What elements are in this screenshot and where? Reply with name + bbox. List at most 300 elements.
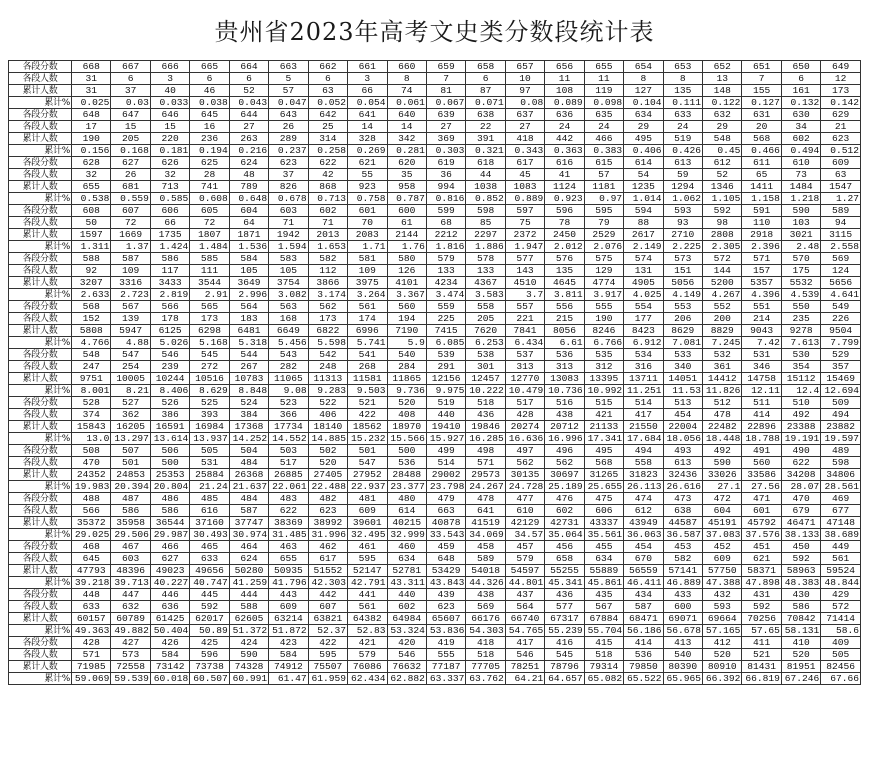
table-cell: 77187: [426, 661, 465, 673]
table-cell: 582: [663, 553, 702, 565]
table-cell: 670: [624, 553, 663, 565]
table-cell: 419: [426, 637, 465, 649]
table-cell: 69071: [663, 613, 702, 625]
table-cell: 658: [466, 61, 505, 73]
table-cell: 80390: [663, 661, 702, 673]
table-cell: 0.852: [466, 193, 505, 205]
table-cell: 22.061: [269, 481, 308, 493]
table-cell: 26885: [269, 469, 308, 481]
table-cell: 1038: [466, 181, 505, 193]
table-cell: 19.983: [72, 481, 111, 493]
row-label: 累计%: [9, 577, 72, 589]
table-cell: 7: [426, 73, 465, 85]
table-cell: 247: [72, 361, 111, 373]
table-cell: 3975: [348, 277, 387, 289]
table-cell: 602: [781, 133, 820, 145]
table-cell: 679: [781, 505, 820, 517]
table-cell: 599: [426, 205, 465, 217]
table-cell: 613: [663, 457, 702, 469]
table-cell: 789: [229, 181, 268, 193]
table-cell: 3.917: [584, 289, 623, 301]
table-cell: 621: [348, 157, 387, 169]
table-cell: 64.657: [545, 673, 584, 685]
table-cell: 7.613: [781, 337, 820, 349]
table-cell: 417: [505, 637, 544, 649]
table-cell: 601: [742, 505, 781, 517]
table-cell: 135: [663, 85, 702, 97]
table-cell: 1.594: [269, 241, 308, 253]
table-cell: 571: [466, 457, 505, 469]
table-cell: 37160: [190, 517, 229, 529]
table-cell: 540: [663, 649, 702, 661]
table-cell: 0.089: [545, 97, 584, 109]
table-cell: 547: [348, 457, 387, 469]
table-cell: 510: [781, 397, 820, 409]
table-cell: 76632: [387, 661, 426, 673]
score-row: [9, 301, 861, 313]
table-cell: 6298: [190, 325, 229, 337]
table-cell: 29573: [466, 469, 505, 481]
table-cell: 487: [111, 493, 150, 505]
score-row: [9, 493, 861, 505]
table-cell: 558: [466, 301, 505, 313]
table-cell: 4645: [545, 277, 584, 289]
table-cell: 30697: [545, 469, 584, 481]
table-cell: 18.448: [703, 433, 742, 445]
table-cell: 2083: [348, 229, 387, 241]
table-cell: 632: [703, 109, 742, 121]
table-cell: 66.819: [742, 673, 781, 685]
table-cell: 641: [466, 505, 505, 517]
table-cell: 518: [584, 649, 623, 661]
table-cell: 572: [821, 601, 861, 613]
table-cell: 6125: [150, 325, 189, 337]
table-cell: 19846: [466, 421, 505, 433]
table-cell: 586: [781, 601, 820, 613]
table-cell: 1.27: [821, 193, 861, 205]
table-cell: 17.684: [624, 433, 663, 445]
table-cell: 48.383: [781, 577, 820, 589]
table-cell: 604: [229, 205, 268, 217]
table-cell: 8829: [703, 325, 742, 337]
table-cell: 590: [229, 649, 268, 661]
table-cell: 455: [584, 541, 623, 553]
table-cell: 499: [426, 445, 465, 457]
table-cell: 24.728: [505, 481, 544, 493]
table-cell: 576: [545, 253, 584, 265]
table-cell: 418: [505, 133, 544, 145]
percent-row: [9, 337, 861, 349]
table-cell: 8.848: [229, 385, 268, 397]
table-cell: 71414: [821, 613, 861, 625]
table-cell: 24: [584, 121, 623, 133]
table-cell: 631: [742, 109, 781, 121]
table-cell: 13.937: [190, 433, 229, 445]
table-cell: 5056: [663, 277, 702, 289]
table-cell: 607: [308, 601, 347, 613]
table-cell: 22.937: [348, 481, 387, 493]
table-cell: 7.081: [663, 337, 702, 349]
table-cell: 583: [269, 253, 308, 265]
table-cell: 500: [150, 457, 189, 469]
cumulative-row: [9, 181, 861, 193]
table-cell: 428: [505, 409, 544, 421]
table-cell: 479: [426, 493, 465, 505]
table-cell: 64.21: [505, 673, 544, 685]
table-cell: 7.42: [742, 337, 781, 349]
table-cell: 47.898: [742, 577, 781, 589]
table-cell: 633: [663, 109, 702, 121]
table-cell: 8.21: [111, 385, 150, 397]
table-cell: 542: [308, 349, 347, 361]
table-cell: 516: [545, 397, 584, 409]
table-cell: 342: [387, 133, 426, 145]
table-cell: 561: [348, 601, 387, 613]
table-cell: 0.321: [466, 145, 505, 157]
table-cell: 12: [821, 73, 861, 85]
table-cell: 42: [308, 169, 347, 181]
table-cell: 0.713: [308, 193, 347, 205]
table-cell: 57: [584, 169, 623, 181]
table-cell: 41: [545, 169, 584, 181]
table-cell: 16.996: [545, 433, 584, 445]
table-cell: 24352: [72, 469, 111, 481]
table-cell: 50.404: [150, 625, 189, 637]
table-cell: 622: [269, 505, 308, 517]
table-cell: 622: [781, 457, 820, 469]
table-cell: 0.038: [190, 97, 229, 109]
table-cell: 555: [426, 649, 465, 661]
table-cell: 1.653: [308, 241, 347, 253]
table-cell: 57141: [663, 565, 702, 577]
table-cell: 3: [348, 73, 387, 85]
table-cell: 18562: [348, 421, 387, 433]
table-cell: 438: [466, 589, 505, 601]
table-cell: 0.047: [269, 97, 308, 109]
table-cell: 9.283: [308, 385, 347, 397]
table-cell: 958: [387, 181, 426, 193]
table-cell: 636: [150, 601, 189, 613]
table-cell: 518: [466, 649, 505, 661]
table-cell: 14758: [742, 373, 781, 385]
table-cell: 65607: [426, 613, 465, 625]
table-cell: 520: [308, 457, 347, 469]
table-cell: 536: [387, 457, 426, 469]
table-cell: 13.614: [150, 433, 189, 445]
table-cell: 530: [781, 349, 820, 361]
table-cell: 0.585: [150, 193, 189, 205]
table-cell: 3.583: [466, 289, 505, 301]
table-cell: 681: [111, 181, 150, 193]
table-cell: 56559: [624, 565, 663, 577]
table-cell: 14: [348, 121, 387, 133]
table-cell: 49656: [190, 565, 229, 577]
table-cell: 328: [348, 133, 387, 145]
table-cell: 366: [269, 409, 308, 421]
table-cell: 663: [426, 505, 465, 517]
table-cell: 51.872: [269, 625, 308, 637]
table-cell: 581: [348, 253, 387, 265]
table-cell: 549: [821, 301, 861, 313]
table-cell: 1.158: [742, 193, 781, 205]
table-cell: 652: [703, 61, 742, 73]
table-cell: 135: [545, 265, 584, 277]
table-cell: 13395: [584, 373, 623, 385]
table-cell: 620: [387, 157, 426, 169]
table-cell: 98: [703, 217, 742, 229]
table-cell: 32: [72, 169, 111, 181]
table-cell: 65: [742, 169, 781, 181]
page-title: 贵州省2023年高考文史类分数段统计表: [214, 18, 655, 46]
table-cell: 410: [781, 637, 820, 649]
score-row: [9, 253, 861, 265]
score-row: [9, 61, 861, 73]
table-cell: 4.267: [703, 289, 742, 301]
table-cell: 450: [781, 541, 820, 553]
table-cell: 73738: [190, 661, 229, 673]
table-cell: 0.758: [348, 193, 387, 205]
table-cell: 314: [308, 133, 347, 145]
table-cell: 512: [703, 397, 742, 409]
table-cell: 545: [190, 349, 229, 361]
table-cell: 587: [229, 505, 268, 517]
table-cell: 553: [663, 301, 702, 313]
table-cell: 547: [111, 349, 150, 361]
table-cell: 1411: [742, 181, 781, 193]
table-cell: 38992: [308, 517, 347, 529]
table-cell: 2013: [308, 229, 347, 241]
table-cell: 205: [111, 133, 150, 145]
table-cell: 67.66: [821, 673, 861, 685]
table-cell: 414: [742, 409, 781, 421]
table-cell: 509: [821, 397, 861, 409]
table-cell: 0.237: [269, 145, 308, 157]
table-cell: 443: [269, 589, 308, 601]
table-cell: 555: [584, 301, 623, 313]
table-cell: 10.736: [545, 385, 584, 397]
table-cell: 7.799: [821, 337, 861, 349]
table-cell: 592: [703, 205, 742, 217]
table-cell: 3866: [308, 277, 347, 289]
table-cell: 569: [821, 253, 861, 265]
table-cell: 61.47: [269, 673, 308, 685]
table-cell: 20: [742, 121, 781, 133]
table-cell: 3.174: [308, 289, 347, 301]
table-cell: 284: [387, 361, 426, 373]
table-cell: 49.882: [111, 625, 150, 637]
table-cell: 386: [150, 409, 189, 421]
table-cell: 1.71: [348, 241, 387, 253]
table-cell: 606: [150, 205, 189, 217]
table-cell: 585: [190, 253, 229, 265]
table-cell: 618: [466, 157, 505, 169]
table-cell: 582: [308, 253, 347, 265]
table-cell: 469: [821, 493, 861, 505]
table-cell: 458: [466, 541, 505, 553]
score-row: [9, 541, 861, 553]
table-cell: 3.367: [387, 289, 426, 301]
table-cell: 0.363: [545, 145, 584, 157]
table-cell: 500: [387, 445, 426, 457]
table-cell: 568: [584, 457, 623, 469]
table-cell: 16205: [111, 421, 150, 433]
table-cell: 0.608: [190, 193, 229, 205]
table-cell: 23.377: [387, 481, 426, 493]
table-cell: 5.9: [387, 337, 426, 349]
table-cell: 572: [703, 253, 742, 265]
table-cell: 564: [229, 301, 268, 313]
table-cell: 668: [72, 61, 111, 73]
table-cell: 3433: [150, 277, 189, 289]
table-cell: 2808: [703, 229, 742, 241]
table-cell: 268: [348, 361, 387, 373]
table-cell: 27.56: [742, 481, 781, 493]
table-cell: 44.801: [505, 577, 544, 589]
table-cell: 660: [387, 61, 426, 73]
table-cell: 15843: [72, 421, 111, 433]
table-cell: 467: [111, 541, 150, 553]
row-label: 累计人数: [9, 469, 72, 481]
row-label: 累计%: [9, 625, 72, 637]
table-cell: 621: [742, 553, 781, 565]
table-cell: 460: [387, 541, 426, 553]
table-cell: 9.08: [269, 385, 308, 397]
table-cell: 7620: [466, 325, 505, 337]
table-cell: 634: [387, 553, 426, 565]
table-cell: 362: [111, 409, 150, 421]
table-cell: 2529: [584, 229, 623, 241]
table-cell: 492: [703, 445, 742, 457]
table-cell: 20712: [545, 421, 584, 433]
table-cell: 602: [545, 505, 584, 517]
table-cell: 0.512: [821, 145, 861, 157]
table-cell: 561: [348, 301, 387, 313]
table-cell: 54018: [466, 565, 505, 577]
table-cell: 475: [584, 493, 623, 505]
table-cell: 14412: [703, 373, 742, 385]
row-label: 各段分数: [9, 253, 72, 265]
table-cell: 15: [150, 121, 189, 133]
table-cell: 522: [308, 397, 347, 409]
table-cell: 19.597: [821, 433, 861, 445]
table-cell: 49.363: [72, 625, 111, 637]
table-cell: 564: [505, 601, 544, 613]
table-cell: 6.912: [624, 337, 663, 349]
table-cell: 30135: [505, 469, 544, 481]
table-cell: 152: [72, 313, 111, 325]
table-cell: 3.474: [426, 289, 465, 301]
table-cell: 614: [624, 157, 663, 169]
table-cell: 48.844: [821, 577, 861, 589]
table-cell: 28.07: [781, 481, 820, 493]
table-cell: 10.992: [584, 385, 623, 397]
table-cell: 214: [742, 313, 781, 325]
table-cell: 584: [269, 649, 308, 661]
table-cell: 643: [269, 109, 308, 121]
table-cell: 433: [663, 589, 702, 601]
table-cell: 597: [505, 205, 544, 217]
table-cell: 62.882: [387, 673, 426, 685]
table-cell: 39601: [348, 517, 387, 529]
table-cell: 143: [505, 265, 544, 277]
table-cell: 111: [190, 265, 229, 277]
table-cell: 6481: [229, 325, 268, 337]
table-cell: 133: [426, 265, 465, 277]
table-cell: 82456: [821, 661, 861, 673]
table-cell: 30.974: [229, 529, 268, 541]
table-cell: 456: [545, 541, 584, 553]
table-cell: 131: [624, 265, 663, 277]
table-cell: 1.886: [466, 241, 505, 253]
table-cell: 34208: [781, 469, 820, 481]
table-cell: 495: [584, 445, 623, 457]
table-cell: 9.975: [426, 385, 465, 397]
table-cell: 19.191: [781, 433, 820, 445]
table-cell: 54: [624, 169, 663, 181]
table-cell: 2.633: [72, 289, 111, 301]
table-cell: 594: [624, 205, 663, 217]
table-cell: 511: [742, 397, 781, 409]
table-cell: 592: [190, 601, 229, 613]
table-cell: 531: [190, 457, 229, 469]
table-cell: 2450: [545, 229, 584, 241]
table-cell: 0.97: [584, 193, 623, 205]
table-cell: 71985: [72, 661, 111, 673]
table-cell: 421: [584, 409, 623, 421]
table-cell: 15.566: [387, 433, 426, 445]
count-row: [9, 73, 861, 85]
cumulative-row: [9, 325, 861, 337]
table-cell: 610: [781, 157, 820, 169]
table-cell: 457: [505, 541, 544, 553]
table-cell: 17734: [269, 421, 308, 433]
score-row: [9, 157, 861, 169]
table-cell: 4.539: [781, 289, 820, 301]
table-cell: 4905: [624, 277, 663, 289]
percent-row: [9, 673, 861, 685]
table-cell: 1807: [190, 229, 229, 241]
table-cell: 420: [387, 637, 426, 649]
table-cell: 41.259: [229, 577, 268, 589]
table-cell: 109: [111, 265, 150, 277]
percent-row: [9, 241, 861, 253]
table-cell: 18140: [308, 421, 347, 433]
table-cell: 586: [150, 505, 189, 517]
table-cell: 592: [742, 601, 781, 613]
table-cell: 3316: [111, 277, 150, 289]
count-row: [9, 601, 861, 613]
row-label: 累计%: [9, 97, 72, 109]
table-cell: 470: [781, 493, 820, 505]
table-cell: 0.08: [505, 97, 544, 109]
table-cell: 45.341: [545, 577, 584, 589]
table-cell: 2.723: [111, 289, 150, 301]
table-cell: 31: [72, 85, 111, 97]
table-cell: 6: [781, 73, 820, 85]
table-cell: 29002: [426, 469, 465, 481]
table-cell: 570: [781, 253, 820, 265]
table-cell: 490: [781, 445, 820, 457]
table-cell: 416: [545, 637, 584, 649]
table-cell: 1669: [111, 229, 150, 241]
table-cell: 1.947: [505, 241, 544, 253]
row-label: 各段人数: [9, 409, 72, 421]
score-row: [9, 205, 861, 217]
table-cell: 3.7: [505, 289, 544, 301]
table-cell: 406: [308, 409, 347, 421]
table-cell: 6: [111, 73, 150, 85]
table-cell: 7: [742, 73, 781, 85]
